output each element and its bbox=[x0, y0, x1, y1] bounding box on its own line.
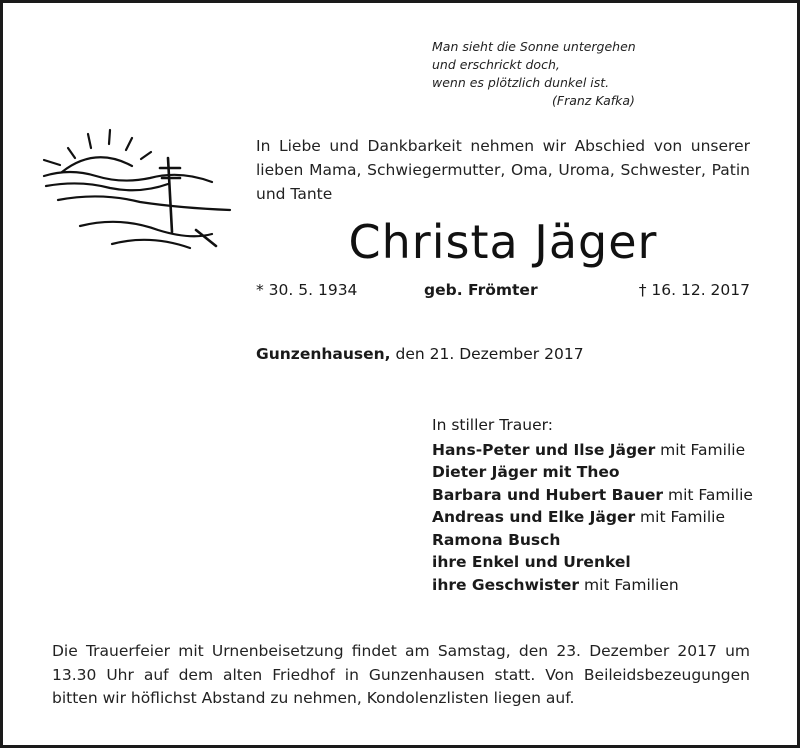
mourner-name: ihre Enkel und Urenkel bbox=[432, 553, 631, 571]
death-date: † 16. 12. 2017 bbox=[638, 281, 750, 299]
mourners-title: In stiller Trauer: bbox=[432, 416, 553, 434]
epigraph-quote bbox=[432, 38, 662, 110]
funeral-info: Die Trauerfeier mit Urnenbeisetzung findet am Samstag, den 23. Dezember 2017 um 13.30 Uhr auf dem alten Friedhof in Gunzenhausen statt. Von Beileidsbezeugungen bitten wir höflichst Abstand zu nehmen, Kondolenzlisten liegen auf. bbox=[52, 642, 750, 707]
list-item bbox=[432, 506, 772, 529]
mourner-name: Barbara und Hubert Bauer bbox=[432, 485, 664, 504]
mourner-name: Hans-Peter und Ilse Jäger bbox=[432, 440, 656, 459]
list-item bbox=[432, 461, 772, 484]
maiden-name: geb. Frömter bbox=[424, 281, 538, 299]
mourner-name: Ramona Busch bbox=[432, 530, 561, 549]
list-item bbox=[432, 551, 772, 574]
quote-author: (Franz Kafka) bbox=[552, 93, 635, 108]
quote-line-3: wenn es plötzlich dunkel ist. bbox=[432, 75, 610, 90]
mourner-suffix: mit Familie bbox=[655, 440, 746, 459]
place-and-date bbox=[256, 342, 750, 366]
quote-line-2: und erschrickt doch, bbox=[432, 57, 560, 72]
deceased-name: Christa Jäger bbox=[348, 215, 658, 269]
list-item bbox=[432, 439, 772, 462]
sunset-hills-cross-icon bbox=[40, 128, 240, 260]
mourner-name: ihre Geschwister bbox=[432, 575, 580, 594]
mourners-list bbox=[432, 414, 772, 596]
birth-date: * 30. 5. 1934 bbox=[256, 281, 358, 299]
quote-line-1: Man sieht die Sonne untergehen bbox=[432, 39, 636, 54]
list-item bbox=[432, 529, 772, 552]
place-city: Gunzenhausen, bbox=[256, 345, 391, 363]
mourner-suffix: mit Familie bbox=[635, 508, 725, 526]
life-dates bbox=[256, 278, 750, 302]
notice-date: den 21. Dezember 2017 bbox=[390, 345, 584, 363]
intro-text: In Liebe und Dankbarkeit nehmen wir Abschied von unserer lieben Mama, Schwiegermutter, Oma, Uroma, Schwester, Patin und Tante bbox=[256, 137, 750, 203]
list-item bbox=[432, 484, 772, 507]
mourner-suffix: mit Familien bbox=[579, 575, 679, 594]
list-item bbox=[432, 574, 772, 597]
mourner-name: Andreas und Elke Jäger bbox=[432, 508, 636, 526]
mourner-suffix: mit Familie bbox=[663, 485, 753, 504]
mourner-name: Dieter Jäger mit Theo bbox=[432, 463, 620, 481]
